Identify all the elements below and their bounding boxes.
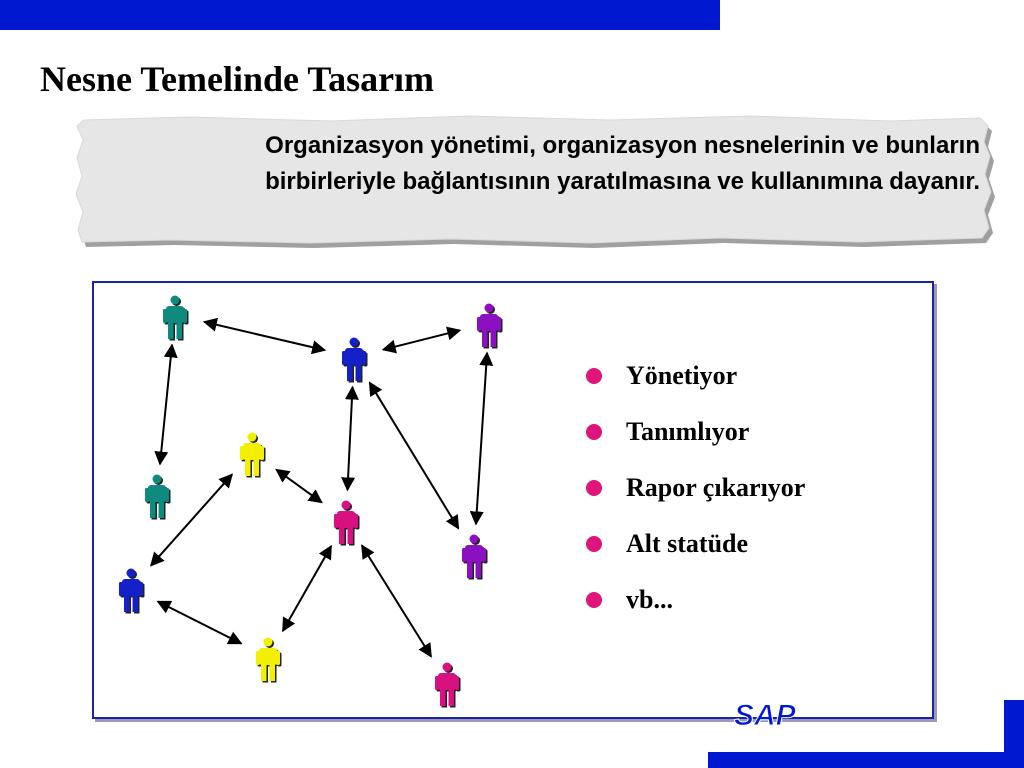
brand-bar-bottom (708, 752, 1004, 768)
person-icon (334, 501, 360, 546)
person-icon (342, 338, 368, 383)
sap-logo: SAP (734, 699, 796, 732)
legend-label: Tanımlıyor (626, 417, 750, 446)
bullet-icon (586, 480, 602, 496)
person-icon (145, 475, 171, 520)
legend-label: Alt statüde (626, 529, 749, 558)
brand-corner (708, 700, 1024, 768)
relation-arrow (160, 345, 172, 464)
legend-label: Yönetiyor (626, 361, 738, 390)
relation-arrow (476, 353, 487, 524)
legend-label: Rapor çıkarıyor (626, 473, 806, 502)
legend-label: vb... (626, 585, 673, 614)
relation-arrow (204, 322, 325, 350)
relation-arrow (158, 601, 241, 643)
relation-arrow (347, 387, 352, 490)
person-icon (435, 663, 461, 708)
person-icon (240, 433, 266, 478)
person-icon (119, 569, 145, 614)
relation-arrow (283, 546, 331, 631)
relation-arrow (370, 383, 459, 529)
bullet-icon (586, 368, 602, 384)
person-icon (256, 638, 282, 683)
note-line: birbirleriyle bağlantısının yaratılmasına ve kullanımına dayanır. (265, 168, 980, 195)
relation-arrow (383, 330, 460, 349)
brand-bar-right (1004, 700, 1024, 768)
bullet-icon (586, 424, 602, 440)
relation-arrow (276, 470, 321, 503)
relation-arrow (362, 545, 431, 656)
page-title: Nesne Temelinde Tasarım (40, 59, 435, 99)
note-line: Organizasyon yönetimi, organizasyon nesnelerinin ve bunların (265, 132, 980, 159)
person-icon (462, 535, 488, 580)
bullet-icon (586, 592, 602, 608)
person-icon (163, 296, 189, 341)
bullet-icon (586, 536, 602, 552)
person-icon (477, 304, 503, 349)
